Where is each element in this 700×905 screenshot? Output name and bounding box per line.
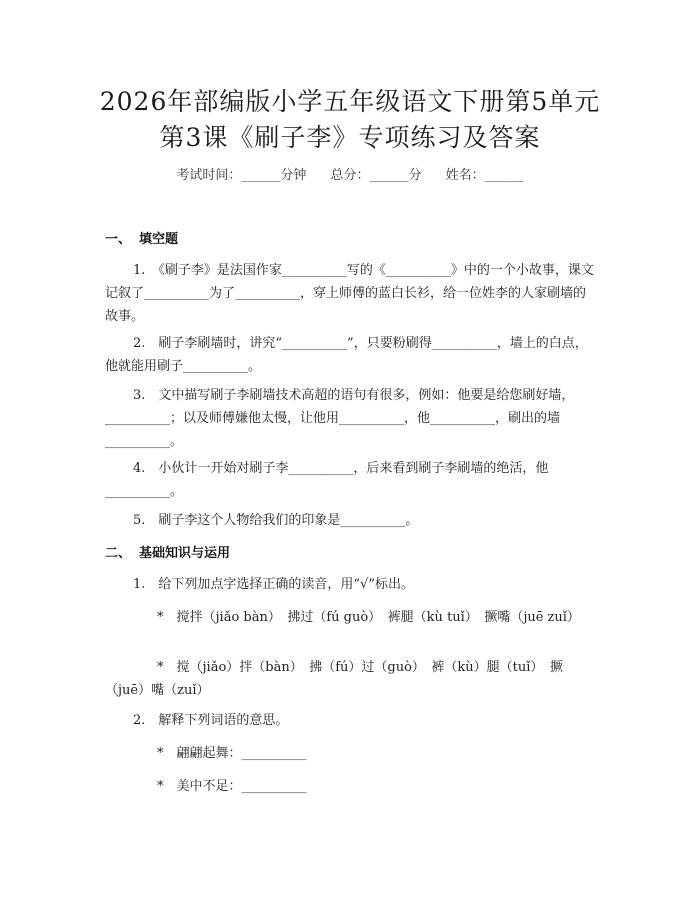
exam-score: 总分：______分	[330, 168, 422, 183]
section-2-heading	[105, 544, 230, 564]
page-title-line1: 2026年部编版小学五年级语文下册第5单元	[99, 87, 601, 116]
section-2-number: 二、	[105, 546, 132, 561]
fill-item-5: 5. 刷子李这个人物给我们的印象是__________。	[133, 513, 419, 528]
basic-question-2: 2. 解释下列词语的意思。	[133, 713, 289, 728]
section-1-number: 一、	[105, 232, 132, 247]
pinyin-option-2: * 搅（jiǎo）拌（bàn） 拂（fú）过（guò） 裤（kù）腿（tuǐ） 撅（juē）嘴（zuǐ）	[105, 660, 563, 698]
basic-question-1: 1. 给下列加点字选择正确的读音，用“√”标出。	[133, 577, 414, 592]
exam-name: 姓名：______	[445, 168, 524, 183]
exam-info	[0, 166, 700, 186]
pinyin-option-1: * 搅拌（jiǎo bàn） 拂过（fú guò） 裤腿（kù tuǐ） 撅嘴（juē zuǐ）	[157, 610, 580, 625]
fill-item-2: 2. 刷子李刷墙时，讲究“__________”，只要粉刷得__________，墙上的白点，他就能用刷子__________。	[105, 336, 588, 374]
fill-item-1: 1. 《刷子李》是法国作家__________写的《__________》中的一个小故事，课文记叙了__________为了__________，穿上师傅的蓝白长衫，给一位姓李的人家刷墙的故事。	[105, 263, 594, 324]
section-2-title: 基础知识与运用	[139, 546, 231, 561]
fill-item-3: 3. 文中描写刷子李刷墙技术高超的语句有很多，例如：他要是给您刷好墙，__________；以及师傅嫌他太慢，让他用__________，他__________，刷出的墙__________。	[105, 388, 575, 449]
section-1-heading	[105, 230, 178, 250]
page-title-line2: 第3课《刷子李》专项练习及答案	[159, 123, 541, 152]
word-meaning-2: * 美中不足：__________	[157, 779, 307, 794]
fill-item-4: 4. 小伙计一开始对刷子李__________，后来看到刷子李刷墙的绝活，他__________。	[105, 461, 549, 499]
exam-time: 考试时间：______分钟	[176, 168, 307, 183]
section-1-title: 填空题	[139, 232, 179, 247]
word-meaning-1: * 翩翩起舞：__________	[157, 746, 307, 761]
